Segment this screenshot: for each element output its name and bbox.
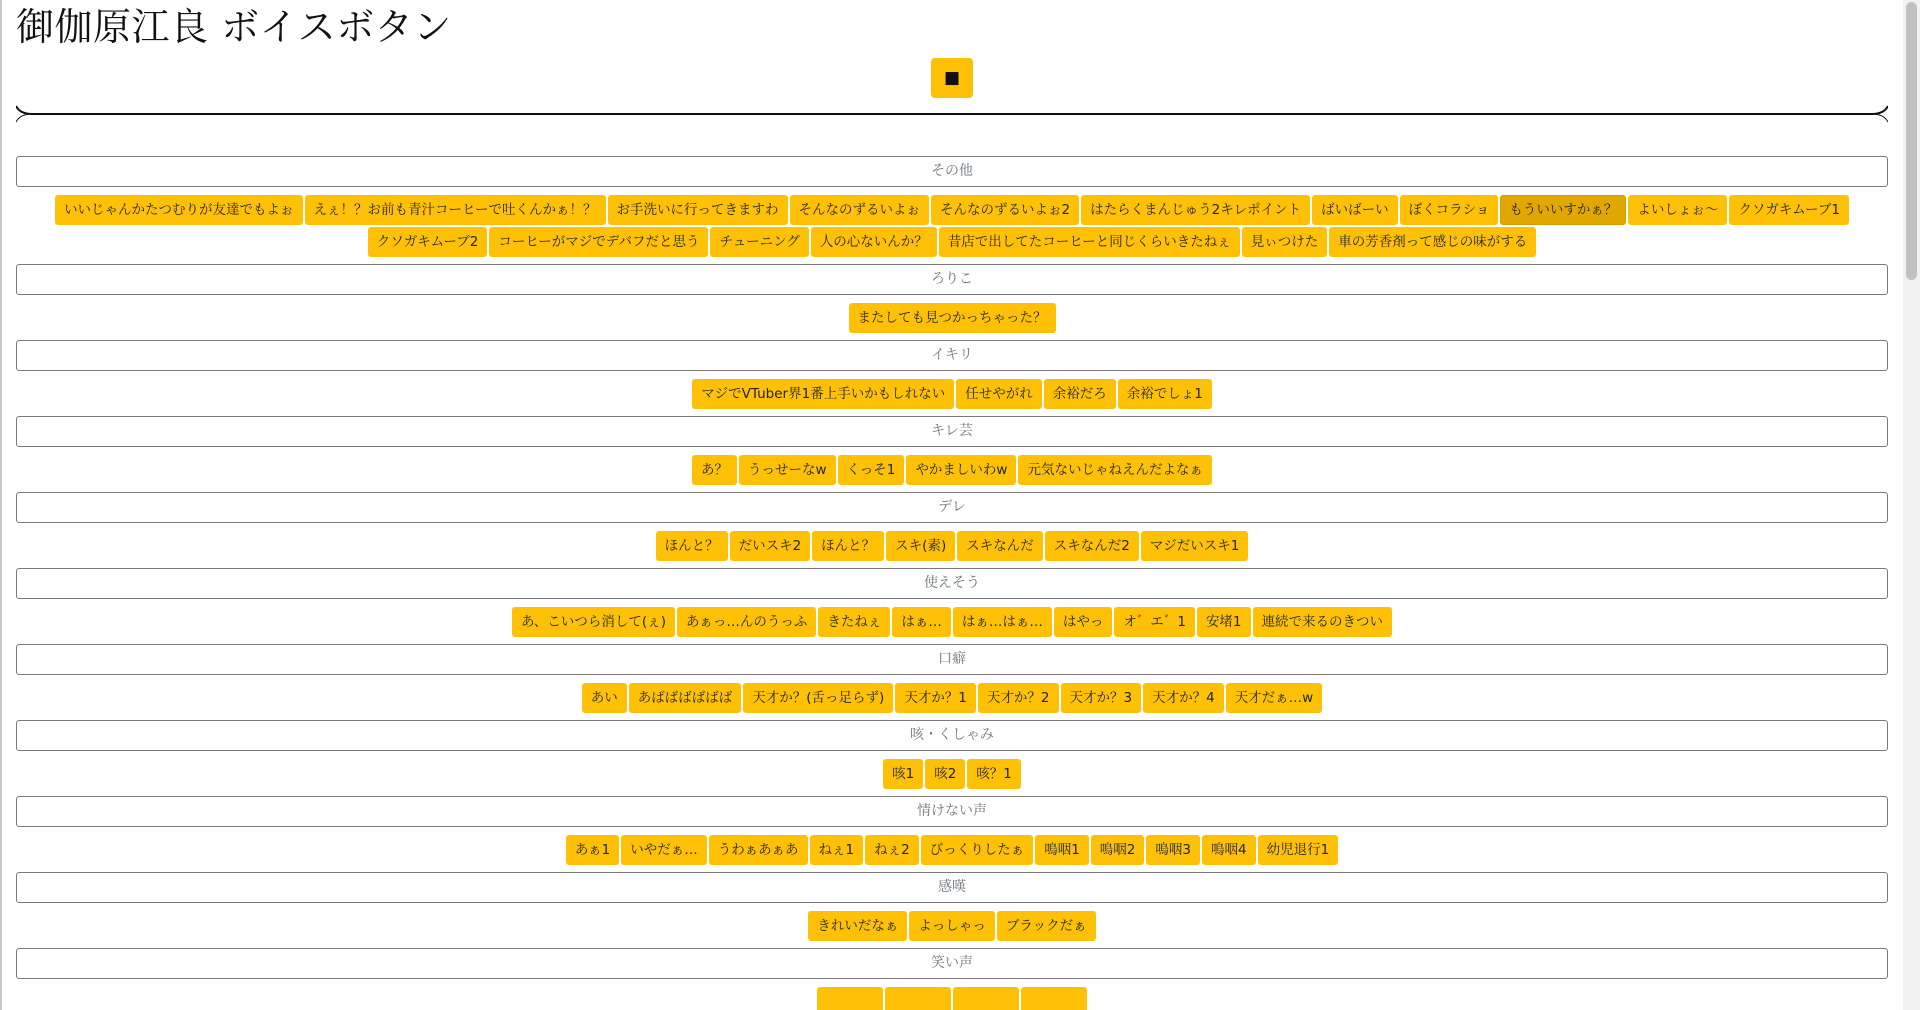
voice-button[interactable]: 人の心ないんか？: [811, 227, 937, 257]
voice-button-row: [16, 675, 1888, 720]
section-header: ろりこ: [16, 264, 1888, 295]
voice-button[interactable]: 天才か？(舌っ足らず): [743, 683, 893, 713]
decorative-divider: [16, 104, 1888, 124]
section-header: 口癖: [16, 644, 1888, 675]
section-header: キレ芸: [16, 416, 1888, 447]
voice-button[interactable]: スキ(素): [886, 531, 955, 561]
voice-button[interactable]: いいじゃんかたつむりが友達でもよぉ: [55, 195, 303, 225]
section-header: 情けない声: [16, 796, 1888, 827]
voice-button[interactable]: はぁ…はぁ…: [953, 607, 1052, 637]
voice-button[interactable]: 車の芳香剤って感じの味がする: [1329, 227, 1536, 257]
voice-button[interactable]: 連続で来るのきつい: [1253, 607, 1393, 637]
voice-button[interactable]: [953, 987, 1019, 1010]
voice-button[interactable]: 天才か？4: [1143, 683, 1224, 713]
voice-button[interactable]: 咳？1: [967, 759, 1021, 789]
voice-button[interactable]: はたらくまんじゅう2キレポイント: [1081, 195, 1310, 225]
voice-button[interactable]: [885, 987, 951, 1010]
voice-button-row: [16, 599, 1888, 644]
voice-button[interactable]: きたねぇ: [818, 607, 890, 637]
window-left-border: [0, 0, 2, 1010]
voice-button[interactable]: きれいだなぁ: [808, 911, 907, 941]
voice-button[interactable]: 咳2: [925, 759, 965, 789]
voice-button-row: [16, 371, 1888, 416]
voice-button[interactable]: 嗚咽3: [1146, 835, 1200, 865]
voice-button-row: [16, 827, 1888, 872]
voice-button[interactable]: 天才だぁ…w: [1226, 683, 1323, 713]
voice-button[interactable]: くっそ1: [838, 455, 905, 485]
voice-button[interactable]: うっせーなw: [739, 455, 836, 485]
voice-sections: [16, 156, 1888, 1010]
voice-button[interactable]: もういいすかぁ？: [1500, 195, 1626, 225]
voice-button[interactable]: ばいばーい: [1312, 195, 1398, 225]
voice-button[interactable]: はやっ: [1054, 607, 1113, 637]
voice-button[interactable]: ねぇ1: [810, 835, 864, 865]
voice-section: [16, 720, 1888, 796]
voice-button[interactable]: お手洗いに行ってきますわ: [608, 195, 788, 225]
voice-button[interactable]: [1021, 987, 1087, 1010]
voice-section: [16, 644, 1888, 720]
voice-button[interactable]: そんなのずるいよぉ2: [931, 195, 1079, 225]
voice-button[interactable]: よいしょぉ～: [1628, 195, 1727, 225]
voice-button[interactable]: 昔店で出してたコーヒーと同じくらいきたねぇ: [939, 227, 1240, 257]
vertical-scrollbar[interactable]: [1903, 0, 1920, 1010]
voice-button[interactable]: スキなんだ2: [1045, 531, 1139, 561]
voice-button-row: [16, 295, 1888, 340]
voice-section: [16, 948, 1888, 1010]
voice-button[interactable]: あい: [582, 683, 627, 713]
main-content: [16, 0, 1888, 1010]
voice-button[interactable]: スキなんだ: [957, 531, 1043, 561]
section-header: 咳・くしゃみ: [16, 720, 1888, 751]
voice-button[interactable]: チューニング: [710, 227, 808, 257]
page-title: 御伽原江良 ボイスボタン: [16, 5, 452, 49]
voice-button[interactable]: ほんと？: [656, 531, 728, 561]
section-header: イキリ: [16, 340, 1888, 371]
voice-section: [16, 156, 1888, 264]
voice-button-row: [16, 903, 1888, 948]
voice-button[interactable]: いやだぁ…: [621, 835, 707, 865]
voice-button[interactable]: 任せやがれ: [956, 379, 1042, 409]
voice-button[interactable]: ブラックだぁ: [997, 911, 1096, 941]
voice-button-row: [16, 751, 1888, 796]
voice-button[interactable]: 余裕でしょ1: [1118, 379, 1212, 409]
section-header: その他: [16, 156, 1888, 187]
voice-button[interactable]: 見ぃつけた: [1242, 227, 1328, 257]
voice-button[interactable]: 幼児退行1: [1258, 835, 1339, 865]
voice-button[interactable]: えぇ！？お前も青汁コーヒーで吐くんかぁ！？: [305, 195, 606, 225]
voice-button[interactable]: ほんと？: [812, 531, 884, 561]
voice-button[interactable]: よっしゃっ: [909, 911, 995, 941]
voice-button[interactable]: クソガキムーブ2: [368, 227, 488, 257]
voice-button[interactable]: [817, 987, 883, 1010]
voice-button[interactable]: 余裕だろ: [1044, 379, 1116, 409]
section-header: 使えそう: [16, 568, 1888, 599]
voice-button-row: [16, 979, 1888, 1010]
voice-button[interactable]: オ゛エ゛1: [1114, 607, 1195, 637]
voice-button[interactable]: そんなのずるいよぉ: [790, 195, 930, 225]
voice-button[interactable]: またしても見つかっちゃった？: [849, 303, 1056, 333]
voice-button[interactable]: 天才か？1: [895, 683, 976, 713]
section-header: 笑い声: [16, 948, 1888, 979]
voice-section: [16, 264, 1888, 340]
voice-button[interactable]: あぁっ…んのうっふ: [677, 607, 816, 637]
voice-button[interactable]: あ、こいつら消して(ぇ): [512, 607, 675, 637]
voice-button[interactable]: 咳1: [883, 759, 923, 789]
stop-button[interactable]: ■: [931, 58, 973, 98]
voice-button-row: [16, 447, 1888, 492]
voice-section: [16, 568, 1888, 644]
voice-button[interactable]: うわぁあぁあ: [709, 835, 808, 865]
voice-button[interactable]: あ？: [692, 455, 737, 485]
voice-button[interactable]: 嗚咽2: [1091, 835, 1145, 865]
voice-section: [16, 340, 1888, 416]
scrollbar-thumb[interactable]: [1906, 2, 1917, 280]
voice-button[interactable]: 天才か？2: [978, 683, 1059, 713]
voice-button[interactable]: びっくりしたぁ: [921, 835, 1034, 865]
voice-button-row: [16, 523, 1888, 568]
voice-button[interactable]: あぁ1: [566, 835, 619, 865]
stop-row: [16, 58, 1888, 98]
voice-section: [16, 492, 1888, 568]
voice-button[interactable]: 天才か？3: [1061, 683, 1142, 713]
voice-button[interactable]: やかましいわw: [906, 455, 1016, 485]
voice-button[interactable]: マジだいスキ1: [1141, 531, 1249, 561]
voice-button[interactable]: マジでVTuber界1番上手いかもしれない: [692, 379, 954, 409]
voice-button[interactable]: 安堵1: [1197, 607, 1251, 637]
voice-section: [16, 796, 1888, 872]
voice-button[interactable]: 元気ないじゃねえんだよなぁ: [1018, 455, 1212, 485]
voice-button[interactable]: だいスキ2: [730, 531, 811, 561]
voice-button[interactable]: ぼくコラショ: [1400, 195, 1499, 225]
voice-button[interactable]: クソガキムーブ1: [1729, 195, 1849, 225]
voice-button-row: [16, 187, 1888, 264]
voice-button[interactable]: 嗚咽1: [1035, 835, 1089, 865]
voice-button[interactable]: あばばばばばば: [629, 683, 742, 713]
voice-button[interactable]: はぁ…: [892, 607, 951, 637]
voice-button[interactable]: コーヒーがマジでデバフだと思う: [489, 227, 708, 257]
voice-button[interactable]: ねぇ2: [865, 835, 919, 865]
section-header: 感嘆: [16, 872, 1888, 903]
voice-section: [16, 872, 1888, 948]
voice-button[interactable]: 嗚咽4: [1202, 835, 1256, 865]
voice-section: [16, 416, 1888, 492]
section-header: デレ: [16, 492, 1888, 523]
